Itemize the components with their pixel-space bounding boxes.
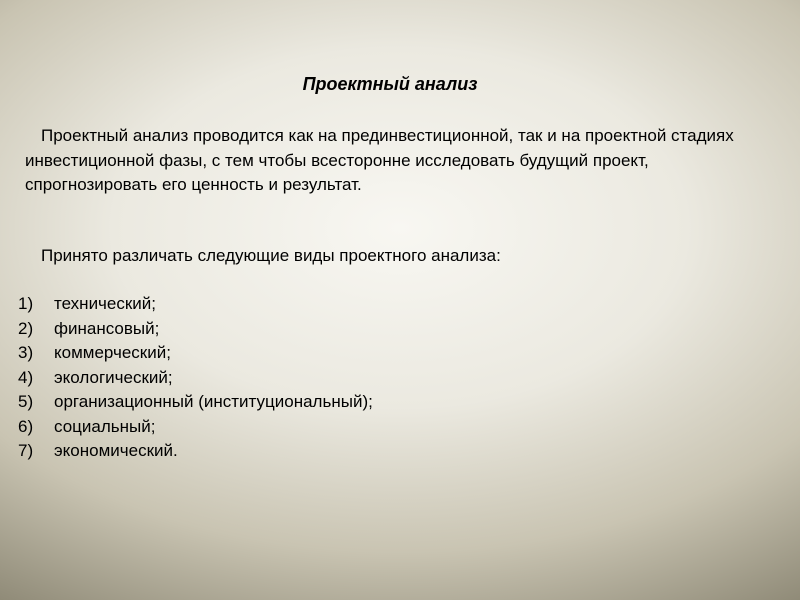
list-item xyxy=(18,366,373,391)
list-item xyxy=(18,390,373,415)
list-item-label: коммерческий; xyxy=(54,343,171,362)
list-item-number: 3) xyxy=(18,343,34,362)
list-item-label: организационный (институциональный); xyxy=(54,392,373,411)
list-item xyxy=(18,292,373,317)
list-item-number: 1) xyxy=(18,294,34,313)
list-item-number: 6) xyxy=(18,416,34,436)
intro-paragraph: Проектный анализ проводится как на прединвестиционной, так и на проектной стадиях инвестиционной фазы, с тем чтобы всесторонне исследовать будущий проект, спрогнозировать его ценность и результат. xyxy=(25,126,734,194)
list-item-number: 4) xyxy=(18,367,34,387)
list-item xyxy=(18,439,373,464)
slide-title: Проектный анализ xyxy=(302,74,478,94)
list-item-label: технический; xyxy=(54,294,157,313)
list-item-label: социальный; xyxy=(54,416,156,436)
analysis-types-list xyxy=(18,292,373,464)
list-item-label: финансовый; xyxy=(54,318,160,338)
list-item-label: экологический; xyxy=(54,367,173,387)
list-item-number: 7) xyxy=(18,441,34,460)
list-item xyxy=(18,317,373,342)
list-lead-text: Принято различать следующие виды проектного анализа: xyxy=(41,246,501,265)
list-item-label: экономический. xyxy=(54,441,178,460)
list-item xyxy=(18,341,373,366)
list-item-number: 5) xyxy=(18,392,34,411)
list-item xyxy=(18,415,373,440)
list-item-number: 2) xyxy=(18,318,34,338)
